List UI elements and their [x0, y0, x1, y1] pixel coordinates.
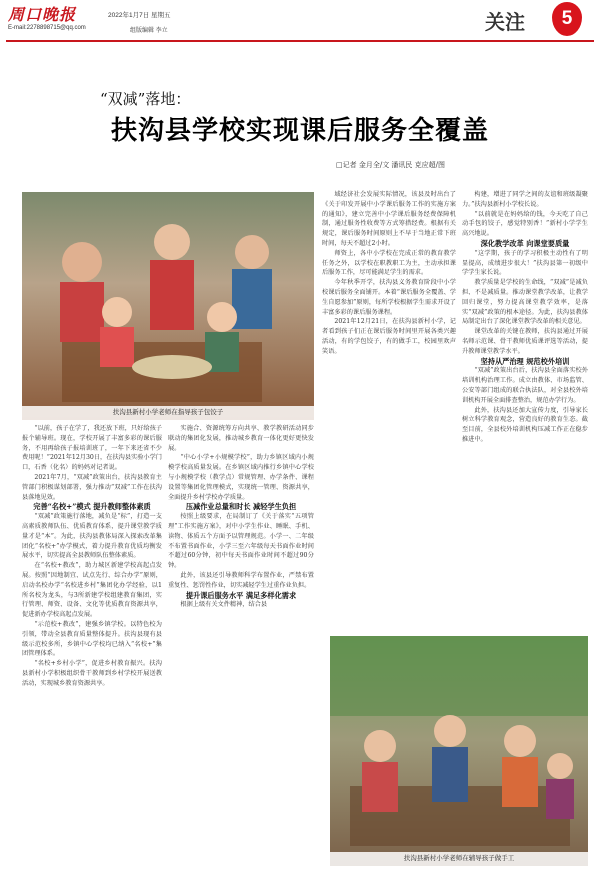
photo-caption: 扶沟县新村小学老师在辅导孩子做手工	[330, 852, 588, 866]
paragraph: 根据上级有关文件精神，结合县	[180, 601, 268, 609]
subheading: 压减作业总量和时长 减轻学生负担	[185, 502, 297, 512]
paragraph: “双减”政策施行落地，减负是“标”，打造一支高素质教师队伍、优质教育体系，提升课堂教学质量才是“本”。为此，扶沟县教体局深入探索改革集团化“名校+”办学模式，着力提升教育优质均衡发展水平，切实提高全县教师队伍整体素质。	[22, 513, 162, 560]
paragraph: “以前就是在妈妈给的钱，今天吃了自己动手包的饺子，感觉特别香！”新村小学学生高兴地说。	[462, 210, 588, 238]
newspaper-logo: 周口晚报	[8, 5, 77, 24]
editors: 组版编辑 李立	[130, 28, 168, 34]
paragraph: 2021年7月，“双减”政策出台，扶沟县教育主管部门积极谋划部署，强力推动“双减”工作在扶沟县落地见效。	[22, 473, 162, 501]
photo-dumplings	[22, 192, 314, 420]
paragraph: 师资上，各中小学校在完成正常的教育教学任务之外，以学校在职教职工为主，主动承担课后服务工作，尽可能满足学生的需求。	[322, 249, 456, 277]
article-kicker: “双减”落地：	[100, 90, 191, 108]
photo-handicraft	[330, 636, 588, 866]
paragraph: 域经济社会发展实际情况，该县及时出台了《关于印发开展中小学课后服务工作的实施方案的通知》，建立完善中小学课后服务经费保障机制，通过服务性收费等方式筹措经费。根据有关规定，课后服务时间原则上不早于当地正常下班时间，每天不超过2小时。	[322, 191, 456, 247]
section-title: 关注	[485, 10, 525, 34]
subheading: 提升课后服务水平 满足多样化需求	[185, 590, 297, 600]
paragraph: “这学期，孩子的学习积极主动性有了明显提高，成绩进步很大！”扶沟县第一初级中学学生家长说。	[462, 249, 588, 277]
photo-handicraft-illustration	[330, 636, 588, 866]
paragraph: 课堂改革的关键在教师，扶沟县通过开展名师示范课、骨干教师优质课评选等活动，提升教师课堂教学水平。	[462, 328, 588, 355]
article-headline: 扶沟县学校实现课后服务全覆盖	[110, 116, 489, 146]
paragraph: 此外，扶沟县还加大宣传力度，引导家长树立科学教育观念，营造良好的教育生态。截至目前，全县校外培训机构压减工作正在稳步推进中。	[462, 406, 588, 443]
column-3	[322, 190, 456, 630]
paragraph: 在“名校+教改”，助力城区新建学校高起点发展。按照“因地制宜、试点先行、综合办学”原则，启动名校办学“名校进乡村”集团化办学经验，以1所名校为龙头，与3所新建学校组建教育集团，实行管理、师资、设备、文化等优质教育资源共享，促进新办学校高起点发展。	[22, 562, 162, 619]
subheading: 坚持从严治理 规范校外培训	[480, 356, 570, 366]
subheading: 深化教学改革 向课堂要质量	[480, 238, 570, 248]
subheading: 完善“名校+”模式 提升教师整体素质	[33, 502, 151, 512]
paragraph: 此外，该县还引导教师科学布置作业，严禁布置重复性、惩罚性作业，切实减轻学生过重作业负担。	[168, 571, 314, 589]
paragraph: “名校+乡村小学”，促进乡村教育振兴。扶沟县新村小学积极组织骨干教师到乡村学校开展送教活动，实现城乡教育资源共享。	[22, 660, 162, 687]
paragraph: “双减”政策出台后，扶沟县全面落实校外培训机构治理工作。成立由教体、市场监管、公安等部门组成的联合执法队，对全县校外培训机构开展全面排查整治，规范办学行为。	[462, 367, 588, 404]
paragraph: “示范校+教改”，建强乡镇学校。以特色校为引领，带动全县教育质量整体提升。扶沟县现有县级示范校多所，乡镇中心学校均已纳入“名校+”集团管理体系。	[22, 620, 162, 658]
masthead-rule	[6, 40, 594, 42]
paragraph: 2021年12月21日，在扶沟县新村小学，记者看到孩子们正在课后服务时间里开展各类兴趣活动，有的学包饺子，有的做手工，校园里欢声笑语。	[322, 318, 456, 355]
paragraph: 构建，增进了同学之间的友谊和班级凝聚力。”扶沟县新村小学校长说。	[462, 191, 588, 208]
dateline: 2022年1月7日 星期五	[108, 12, 171, 19]
paragraph: 教学质量是学校的生命线，“双减”是减负担、不是减质量。推动课堂教学改革，让教学回归课堂，努力提高课堂教学效率，是落实“双减”政策的根本途径。为此，扶沟县教体局制定出台了深化课堂教学改革的相关意见。	[462, 279, 588, 326]
column-4	[462, 190, 588, 630]
masthead	[0, 0, 600, 62]
paragraph: 今年秋季开学，扶沟县义务教育阶段中小学校课后服务全面铺开。本着“课后服务全覆盖、学生自愿参加”原则，每所学校根据学生需求开设了丰富多彩的课后服务课程。	[322, 279, 456, 316]
column-2	[168, 424, 314, 869]
page-number-badge: 5	[552, 2, 582, 36]
paragraph: 按照上级要求，在局制订了《关于落实“五项管理”工作实施方案》，对中小学生作业、睡眠、手机、读物、体质五个方面予以管理规范。小学一、二年级不布置书面作业，小学三至六年级每天书面作业时间不超过60分钟，初中每天书面作业时间不超过90分钟。	[168, 513, 314, 570]
email: E-mail:2278898715@qq.com	[8, 25, 86, 31]
paragraph: 实施合、资源统筹方向共享、教学教研活动同步联动的集团化发展，推动城乡教育一体化更好更快发展。	[168, 425, 314, 452]
byline: □记者 金月全/文 潘讯民 克应超/图	[336, 161, 446, 169]
column-1	[22, 424, 162, 869]
paragraph: “中心小学+小规模学校”，助力乡镇区域内小规模学校高质量发展。在乡镇区域内推行乡镇中心学校与小规模学校（教学点）常规管理、办学条件、课程设置等集团化管理模式，实现统一管理、资源共享，全面提升乡村学校办学质量。	[168, 454, 314, 501]
photo-caption: 扶沟县新村小学老师在指导孩子包饺子	[22, 406, 314, 420]
paragraph: “以前，孩子在学了，我还放下班，只好给孩子报个辅导班。现在，学校开展了丰富多彩的课后服务，不用再给孩子报培训班了，一年下来还省不少费用呢！”2021年12月30日，在扶沟县实验小学门口，石香（化名）的妈妈对记者说。	[22, 425, 162, 472]
photo-dumplings-illustration	[22, 192, 314, 420]
